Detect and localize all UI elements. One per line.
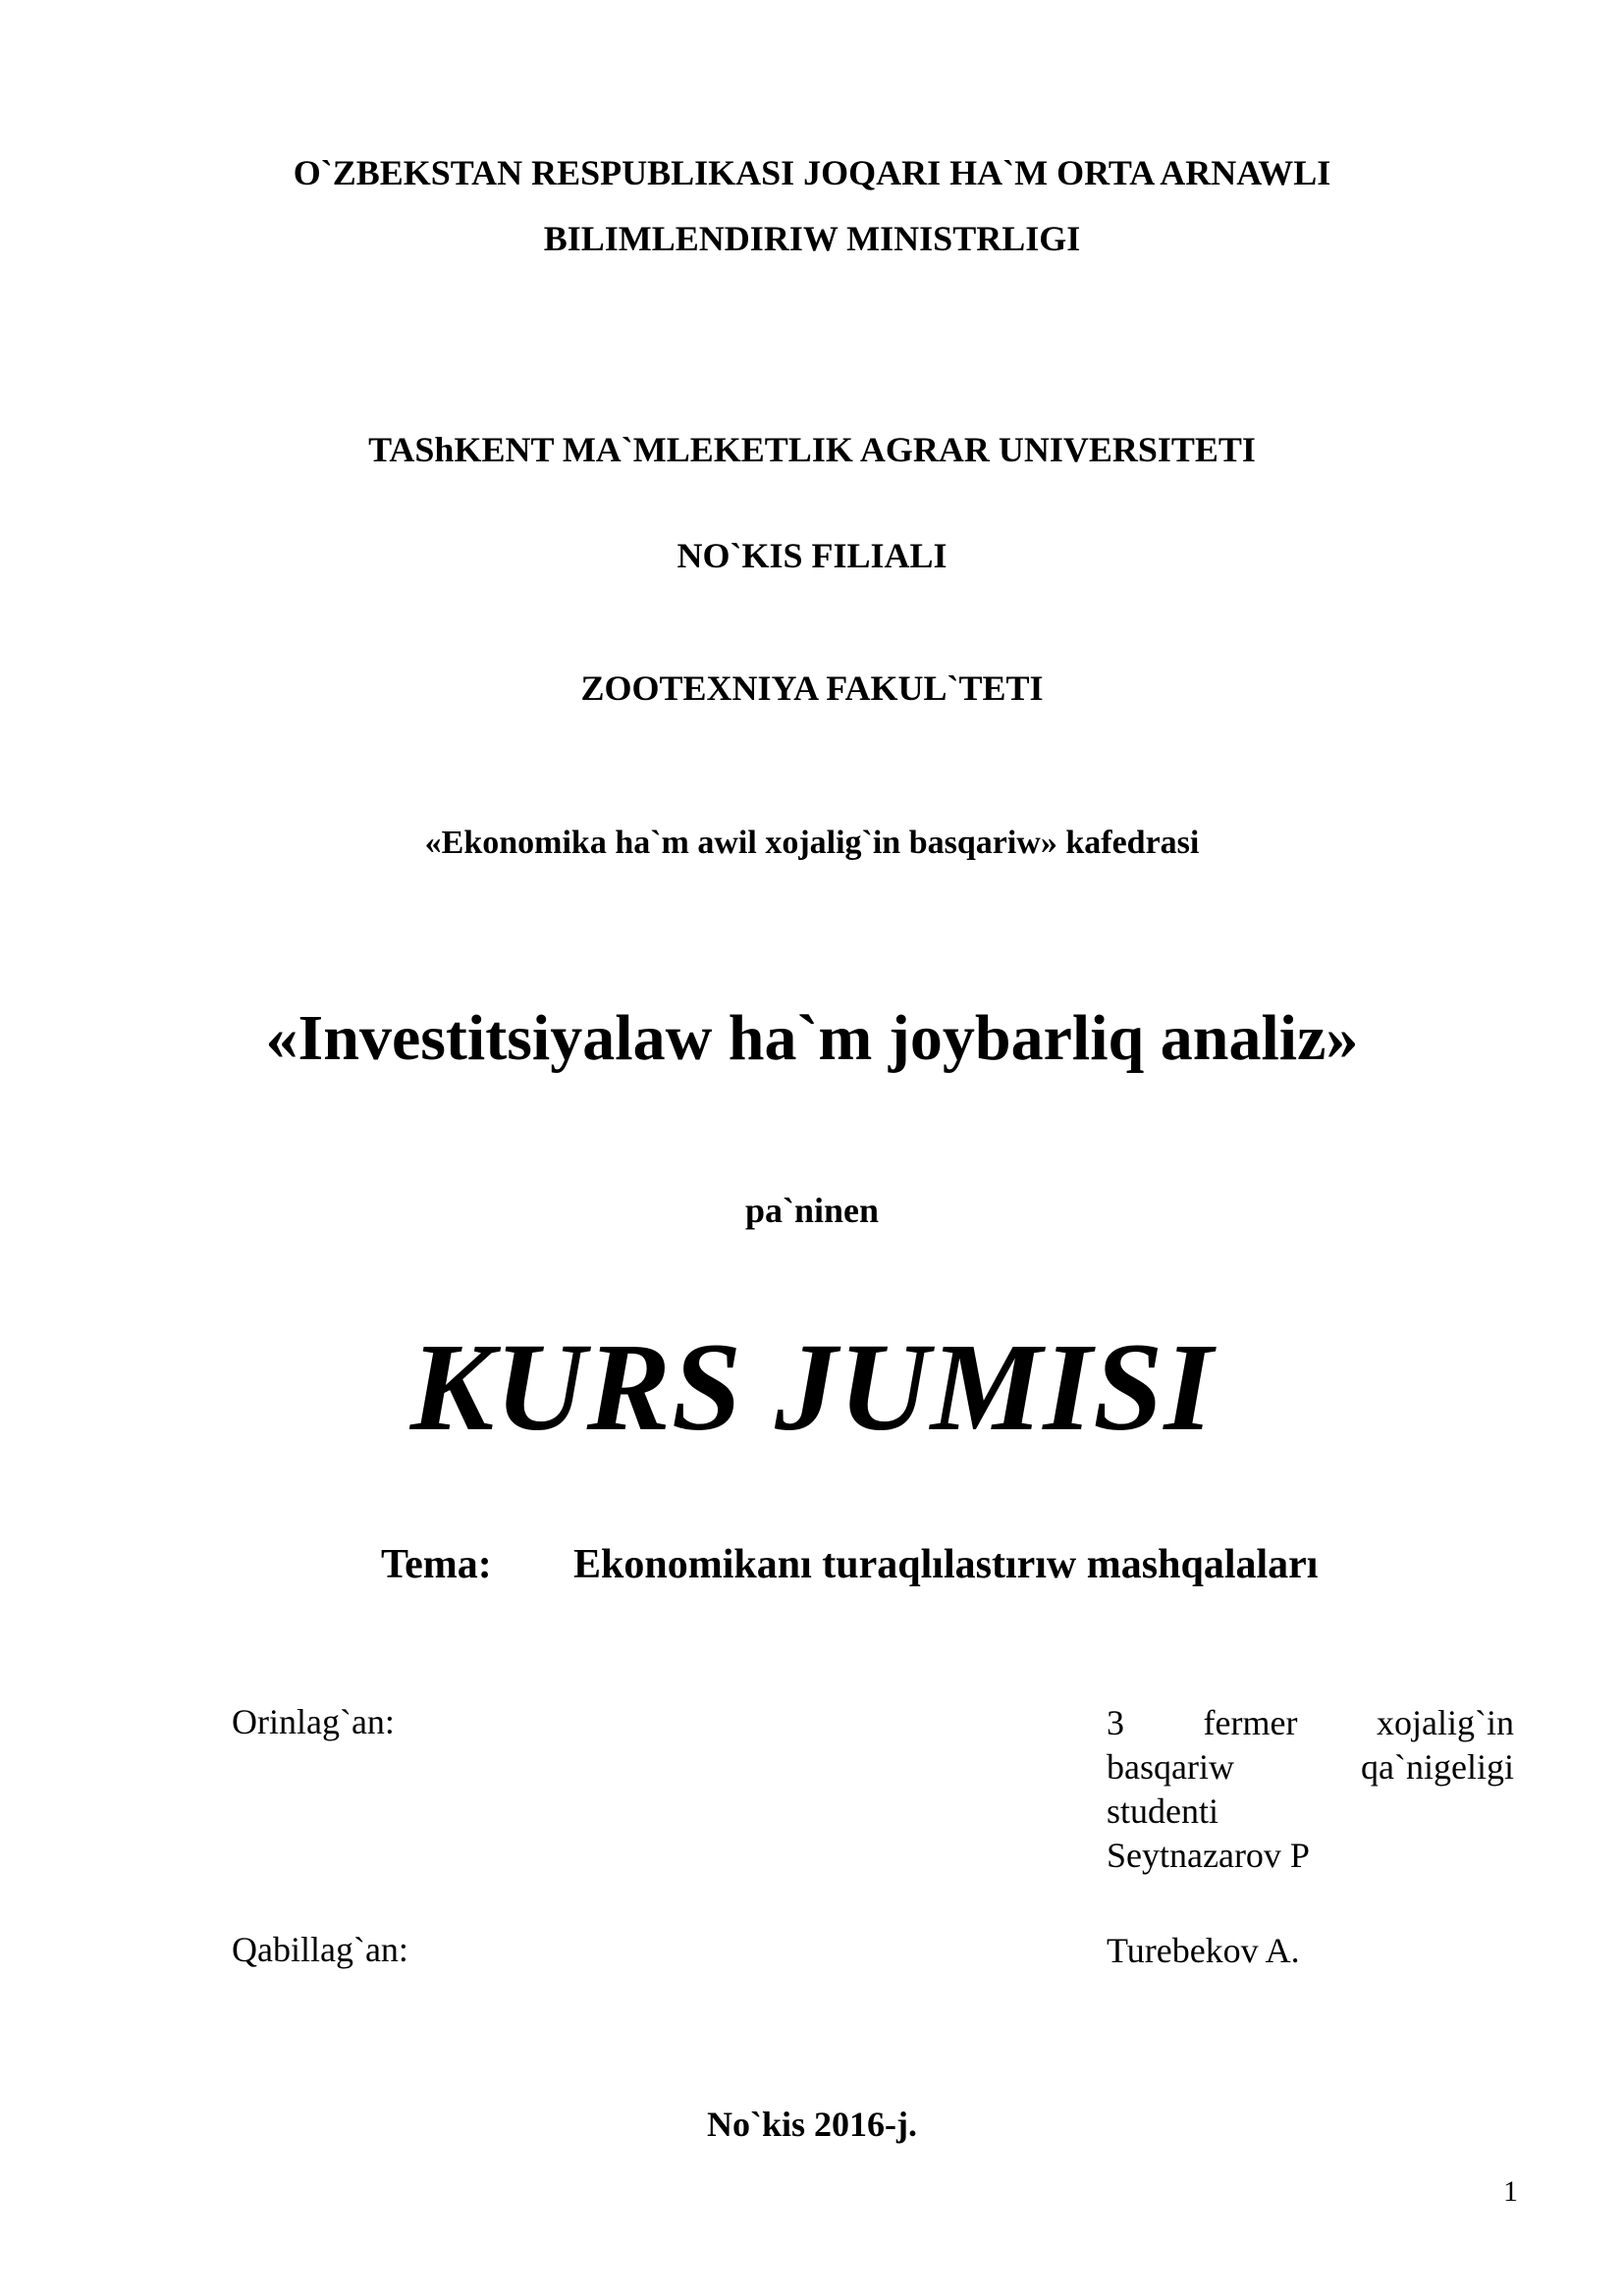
student-course-word: fermer xyxy=(1203,1703,1298,1742)
department-name: «Ekonomika ha`m awil xojalig`in basqariw» kafedrasi xyxy=(424,825,1200,861)
student-course-word: qa`nigeligi xyxy=(1361,1747,1514,1787)
subject-suffix: pa`ninen xyxy=(744,1191,880,1230)
faculty-name: ZOOTEXNIYA FAKUL`TETI xyxy=(580,668,1044,708)
student-course-line-2 xyxy=(1107,1745,1514,1789)
ministry-title-line-2: BILIMLENDIRIW MINISTRLIGI xyxy=(543,219,1081,258)
student-course-line-1 xyxy=(1107,1701,1514,1745)
branch-name: NO`KIS FILIALI xyxy=(677,536,947,575)
teacher-name: Turebekov A. xyxy=(1107,1931,1300,1970)
student-name: Seytnazarov P xyxy=(1107,1836,1310,1875)
topic-text: Ekonomikanı turaqlılastırıw mashqalaları xyxy=(573,1542,1319,1587)
student-course-word: xojalig`in xyxy=(1377,1703,1514,1742)
ministry-title-line-1: O`ZBEKSTAN RESPUBLIKASI JOQARI HA`M ORTA ARNAWLI xyxy=(293,153,1331,192)
page-number: 1 xyxy=(1503,2175,1518,2208)
topic-label: Tema: xyxy=(381,1542,492,1587)
performed-by-label: Orinlag`an: xyxy=(232,1702,395,1741)
student-course-word: 3 xyxy=(1107,1703,1124,1742)
student-course-line-3: studenti xyxy=(1107,1791,1218,1831)
student-course-word: basqariw xyxy=(1107,1747,1234,1787)
document-type-title: KURS JUMISI xyxy=(409,1317,1215,1457)
topic-row xyxy=(381,1541,1318,1588)
subject-title: «Investitsiyalaw ha`m joybarliq analiz» xyxy=(265,1002,1359,1074)
university-name: TAShKENT MA`MLEKETLIK AGRAR UNIVERSITETI xyxy=(368,430,1256,469)
student-info xyxy=(1107,1701,1514,1878)
place-and-year: No`kis 2016-j. xyxy=(707,2105,917,2144)
accepted-by-label: Qabillag`an: xyxy=(232,1930,408,1969)
